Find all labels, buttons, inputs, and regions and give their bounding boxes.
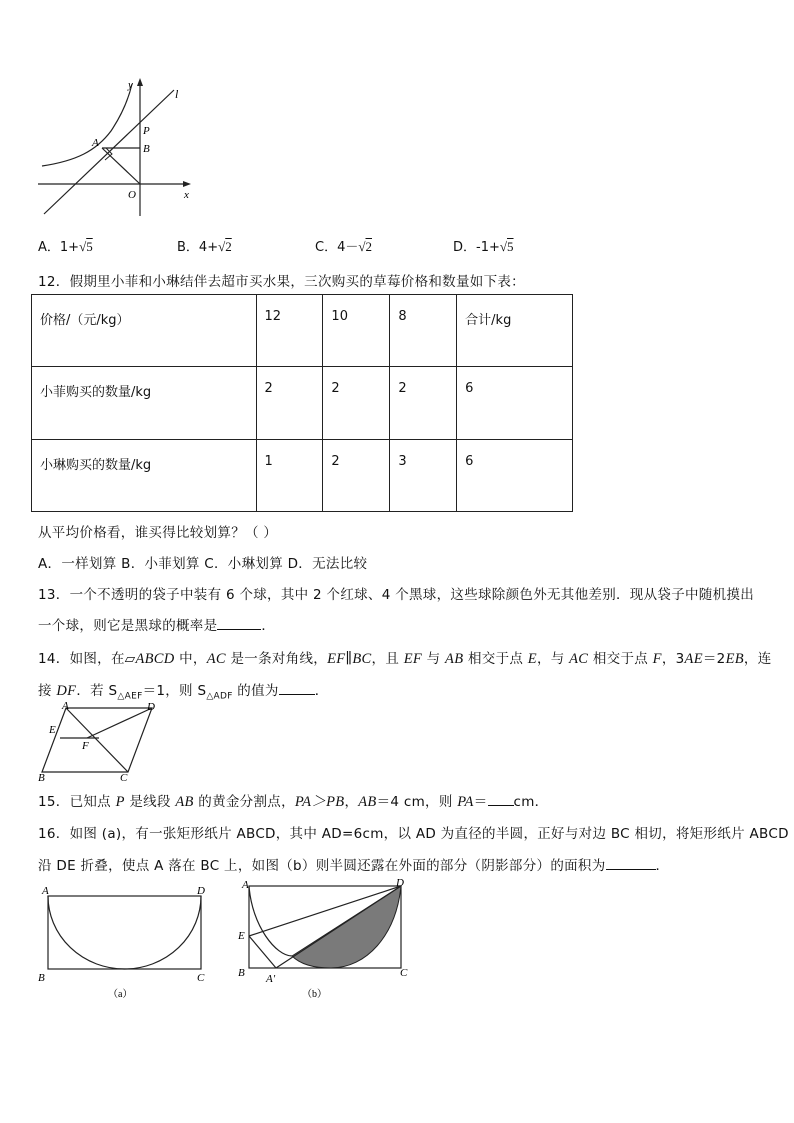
q14-label-c: C bbox=[120, 772, 128, 784]
q14-label-b: B bbox=[38, 772, 45, 784]
option-letter: B． bbox=[177, 240, 199, 255]
table-cell: 2 bbox=[323, 367, 390, 439]
q11-label-l: l bbox=[175, 87, 179, 101]
table-cell: 小菲购买的数量/kg bbox=[32, 367, 257, 439]
q16a-label-d: D bbox=[197, 885, 205, 897]
q16b-label-c: C bbox=[400, 967, 408, 979]
option-value: 1+ bbox=[59, 240, 80, 255]
q16a-label-c: C bbox=[197, 972, 205, 984]
q11-option-a bbox=[38, 236, 93, 255]
q14-label-d: D bbox=[147, 701, 155, 713]
q14-figure bbox=[34, 700, 164, 784]
table-cell: 2 bbox=[390, 367, 457, 439]
table-cell: 2 bbox=[323, 439, 390, 511]
option-value: 4+ bbox=[198, 240, 219, 255]
q16a-caption: （a） bbox=[108, 989, 133, 1000]
table-cell: 10 bbox=[323, 295, 390, 367]
q14-label-e: E bbox=[49, 724, 56, 736]
sqrt-icon: √5 bbox=[499, 239, 514, 254]
table-cell: 6 bbox=[457, 439, 573, 511]
answer-blank[interactable] bbox=[606, 857, 656, 870]
table-cell: 6 bbox=[457, 367, 573, 439]
q15-line: 15．已知点 P 是线段 AB 的黄金分割点，PA＞PB，AB＝4 cm，则 PA＝ cm． bbox=[38, 794, 549, 810]
q11-label-b: B bbox=[143, 143, 150, 155]
q16b-label-d: D bbox=[396, 877, 404, 889]
q13-line1: 13．一个不透明的袋子中装有 6 个球，其中 2 个红球、4 个黑球，这些球除颜色外无其他差别．现从袋子中随机摸出 bbox=[38, 587, 754, 603]
option-letter: A． bbox=[38, 240, 60, 255]
q16-line1: 16．如图 (a)，有一张矩形纸片 ABCD，其中 AD=6cm，以 AD 为直径的半圆，正好与对边 BC 相切，将矩形纸片 ABCD bbox=[38, 826, 789, 842]
q14-label-f: F bbox=[82, 740, 89, 752]
q11-figure bbox=[36, 76, 196, 218]
q16-line2: 沿 DE 折叠，使点 A 落在 BC 上，如图（b）则半圆还露在外面的部分（阴影部分）的面积为 ． bbox=[38, 858, 670, 874]
q16b-label-a1: A′ bbox=[266, 973, 276, 985]
answer-blank[interactable] bbox=[488, 793, 514, 806]
table-cell: 合计/kg bbox=[457, 295, 573, 367]
table-cell: 8 bbox=[390, 295, 457, 367]
q12-stem: 12．假期里小菲和小琳结伴去超市买水果，三次购买的草莓价格和数量如下表： bbox=[38, 274, 525, 290]
table-cell: 12 bbox=[256, 295, 323, 367]
table-cell: 价格/（元/kg） bbox=[32, 295, 257, 367]
q16b-caption: （b） bbox=[302, 989, 327, 1000]
q16b-label-e: E bbox=[238, 930, 245, 942]
table-row bbox=[32, 367, 573, 439]
option-value: 4－ bbox=[337, 240, 359, 255]
sqrt-icon: √2 bbox=[218, 239, 232, 254]
option-value: -1+ bbox=[476, 240, 500, 255]
q12-table bbox=[31, 294, 573, 512]
option-letter: D． bbox=[453, 240, 477, 255]
q11-label-p: P bbox=[143, 125, 150, 137]
q14-line2: 接 DF．若 $S_{\triangle AEF}=1$，则 $S_{\triangle ADF}$ 的值为 ． bbox=[38, 683, 329, 702]
q16b-label-b: B bbox=[238, 967, 245, 979]
q14-line1: 14．如图，在▱ABCD 中，AC 是一条对角线，EF∥BC，且 EF 与 AB 相交于点 E，与 AC 相交于点 F，3AE＝2EB，连 bbox=[38, 651, 772, 667]
q11-label-a: A bbox=[92, 137, 99, 149]
q16b-label-a: A bbox=[242, 879, 249, 891]
option-letter: C． bbox=[315, 240, 338, 255]
answer-blank[interactable] bbox=[217, 617, 261, 630]
q11-option-d bbox=[453, 236, 514, 255]
q11-option-c bbox=[315, 236, 372, 255]
q16-figure-a bbox=[36, 880, 216, 1002]
table-cell: 2 bbox=[256, 367, 323, 439]
table-row bbox=[32, 439, 573, 511]
sqrt-icon: √2 bbox=[358, 239, 372, 254]
table-cell: 小琳购买的数量/kg bbox=[32, 439, 257, 511]
table-row bbox=[32, 295, 573, 367]
q14-label-a: A bbox=[62, 700, 69, 712]
sqrt-icon: √5 bbox=[79, 239, 93, 254]
q16a-label-b: B bbox=[38, 972, 45, 984]
q12-question: 从平均价格看，谁买得比较划算？（ ） bbox=[38, 525, 278, 541]
q11-option-b bbox=[177, 236, 232, 255]
q16a-label-a: A bbox=[42, 885, 49, 897]
q13-line2: 一个球，则它是黑球的概率是 ． bbox=[38, 618, 276, 634]
table-cell: 1 bbox=[256, 439, 323, 511]
q11-label-o: O bbox=[128, 189, 136, 201]
q12-options: A．一样划算 B．小菲划算 C．小琳划算 D．无法比较 bbox=[38, 556, 368, 572]
q11-label-y: y bbox=[128, 79, 133, 91]
q11-label-x: x bbox=[184, 189, 189, 201]
table-cell: 3 bbox=[390, 439, 457, 511]
answer-blank[interactable] bbox=[279, 682, 315, 695]
q16-figure-b bbox=[236, 876, 416, 1002]
